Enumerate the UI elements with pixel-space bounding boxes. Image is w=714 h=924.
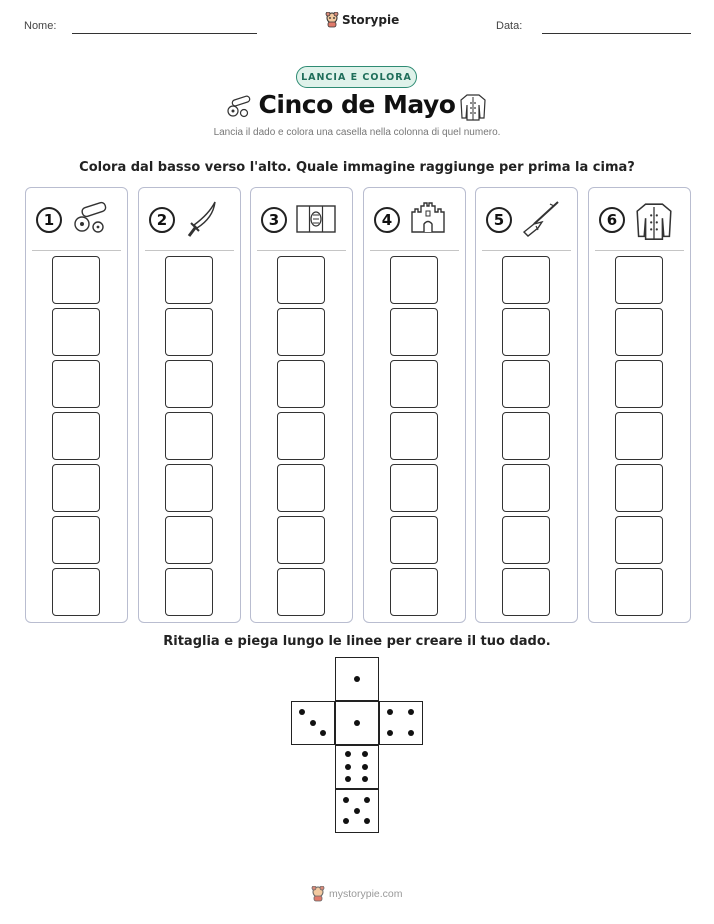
color-box[interactable]	[615, 308, 663, 356]
color-box[interactable]	[502, 568, 550, 616]
page-subtitle: Lancia il dado e colora una casella nella colonna di quel numero.	[213, 127, 501, 138]
column-number: 4	[374, 207, 400, 233]
column-number: 5	[486, 207, 512, 233]
color-box[interactable]	[52, 412, 100, 460]
color-box[interactable]	[277, 568, 325, 616]
color-box[interactable]	[165, 464, 213, 512]
color-box[interactable]	[52, 360, 100, 408]
column-6	[588, 187, 691, 623]
column-header	[589, 188, 690, 250]
column-2	[138, 187, 241, 623]
die-pip	[364, 818, 370, 824]
die-face-left	[291, 701, 335, 745]
color-box[interactable]	[277, 516, 325, 564]
die-face-bottom	[335, 789, 379, 833]
die-face-top	[335, 657, 379, 701]
brand-name: Storypie	[342, 13, 400, 27]
column-divider	[595, 250, 684, 251]
column-3	[250, 187, 353, 623]
color-box[interactable]	[277, 256, 325, 304]
mexican-flag-icon	[295, 200, 337, 236]
column-header	[476, 188, 577, 250]
die-pip	[364, 797, 370, 803]
column-header	[364, 188, 465, 250]
color-box[interactable]	[165, 412, 213, 460]
activity-badge: LANCIA E COLORA	[296, 66, 417, 88]
color-box[interactable]	[390, 308, 438, 356]
die-pip	[345, 776, 351, 782]
color-box[interactable]	[165, 516, 213, 564]
color-box[interactable]	[165, 256, 213, 304]
color-box[interactable]	[390, 568, 438, 616]
column-number: 3	[261, 207, 287, 233]
die-pip	[310, 720, 316, 726]
color-box[interactable]	[502, 308, 550, 356]
column-divider	[482, 250, 571, 251]
die-pip	[362, 776, 368, 782]
color-box[interactable]	[615, 464, 663, 512]
color-box[interactable]	[502, 412, 550, 460]
die-pip	[387, 709, 393, 715]
color-box[interactable]	[52, 516, 100, 564]
color-box[interactable]	[615, 360, 663, 408]
column-divider	[145, 250, 234, 251]
column-header	[251, 188, 352, 250]
column-header	[139, 188, 240, 250]
die-face-right	[379, 701, 423, 745]
color-box[interactable]	[52, 464, 100, 512]
die-pip	[320, 730, 326, 736]
storypie-mascot-icon	[311, 886, 325, 902]
color-box[interactable]	[277, 464, 325, 512]
die-pip	[354, 808, 360, 814]
color-box[interactable]	[277, 412, 325, 460]
die-pip	[354, 676, 360, 682]
storypie-mascot-icon	[325, 12, 339, 28]
color-box[interactable]	[165, 360, 213, 408]
column-divider	[370, 250, 459, 251]
color-box[interactable]	[615, 256, 663, 304]
color-box[interactable]	[277, 360, 325, 408]
color-box[interactable]	[502, 360, 550, 408]
die-pip	[408, 709, 414, 715]
military-jacket-icon	[458, 92, 488, 122]
cannon-icon	[70, 200, 110, 236]
name-label: Nome:	[24, 20, 57, 32]
color-box[interactable]	[165, 308, 213, 356]
fort-icon	[408, 200, 448, 236]
color-box[interactable]	[615, 412, 663, 460]
column-divider	[257, 250, 346, 251]
die-pip	[362, 764, 368, 770]
military-jacket-icon	[633, 200, 675, 242]
cut-instruction: Ritaglia e piega lungo le linee per creare il tuo dado.	[163, 634, 551, 649]
color-box[interactable]	[502, 256, 550, 304]
die-pip	[343, 797, 349, 803]
color-box[interactable]	[502, 464, 550, 512]
color-box[interactable]	[165, 568, 213, 616]
column-1	[25, 187, 128, 623]
date-label: Data:	[496, 20, 523, 32]
die-pip	[299, 709, 305, 715]
column-header	[26, 188, 127, 250]
color-box[interactable]	[52, 308, 100, 356]
sword-icon	[183, 200, 223, 240]
brand-logo	[325, 12, 399, 28]
name-line[interactable]	[72, 33, 257, 34]
color-box[interactable]	[615, 516, 663, 564]
die-pip	[408, 730, 414, 736]
rifle-icon	[520, 200, 562, 240]
footer-url[interactable]: mystorypie.com	[329, 888, 403, 900]
color-box[interactable]	[615, 568, 663, 616]
column-divider	[32, 250, 121, 251]
color-box[interactable]	[52, 256, 100, 304]
footer	[311, 886, 403, 902]
date-line[interactable]	[542, 33, 691, 34]
column-5	[475, 187, 578, 623]
page-title: Cinco de Mayo	[258, 90, 456, 119]
die-pip	[345, 751, 351, 757]
die-pip	[343, 818, 349, 824]
die-pip	[345, 764, 351, 770]
color-box[interactable]	[390, 516, 438, 564]
color-box[interactable]	[390, 464, 438, 512]
die-pip	[387, 730, 393, 736]
coloring-instruction: Colora dal basso verso l'alto. Quale immagine raggiunge per prima la cima?	[79, 160, 635, 175]
color-box[interactable]	[502, 516, 550, 564]
column-number: 1	[36, 207, 62, 233]
die-face-center	[335, 701, 379, 745]
color-box[interactable]	[52, 568, 100, 616]
color-box[interactable]	[390, 360, 438, 408]
die-pip	[362, 751, 368, 757]
column-number: 6	[599, 207, 625, 233]
color-box[interactable]	[390, 412, 438, 460]
die-face-lower	[335, 745, 379, 789]
color-box[interactable]	[277, 308, 325, 356]
column-4	[363, 187, 466, 623]
die-pip	[354, 720, 360, 726]
column-number: 2	[149, 207, 175, 233]
color-box[interactable]	[390, 256, 438, 304]
